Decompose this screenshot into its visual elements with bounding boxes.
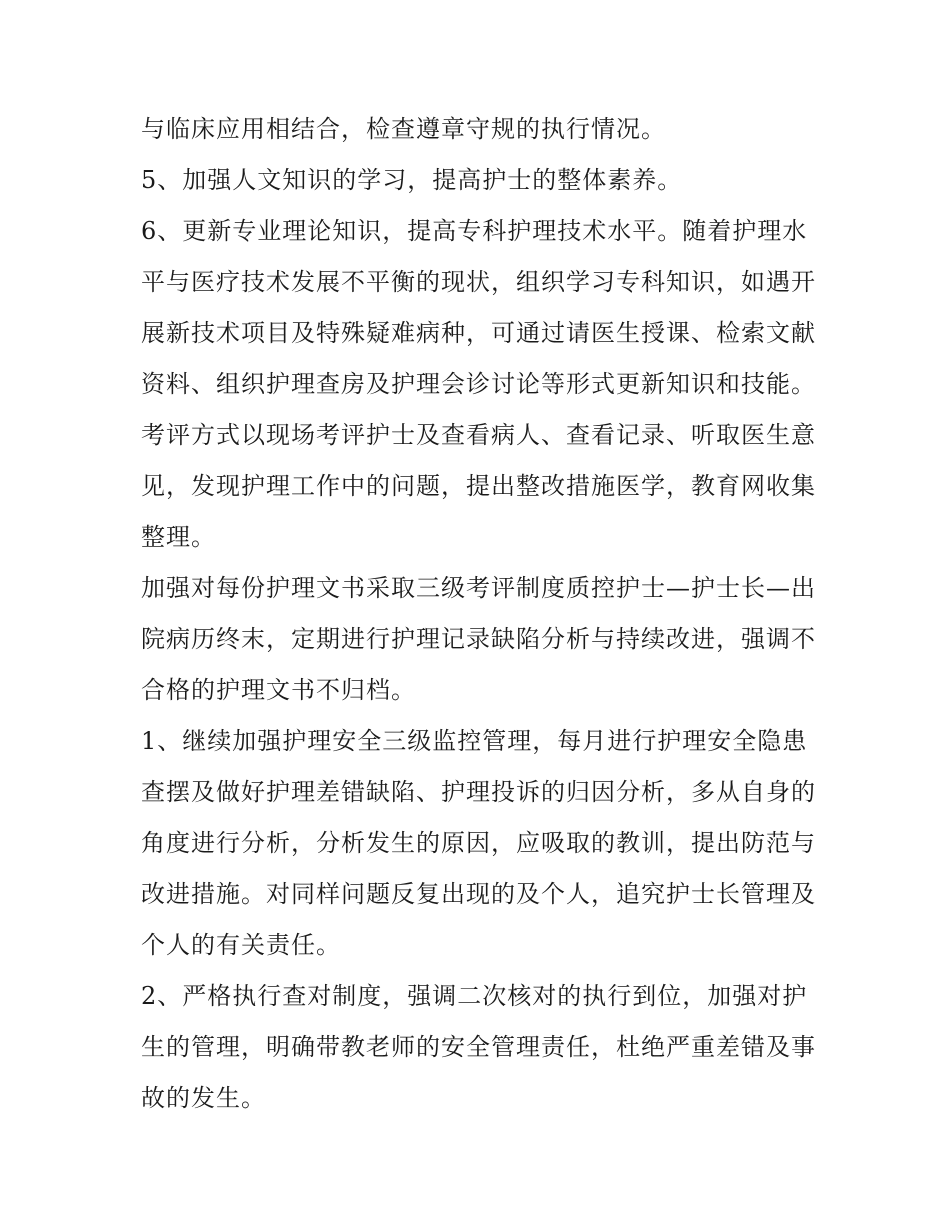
text-line: 故的发生。 — [141, 1084, 266, 1112]
text-line: 整理。 — [141, 523, 216, 551]
text-line: 考评方式以现场考评护士及查看病人、查看记录、听取医生意 — [141, 421, 816, 449]
text-line: 角度进行分析，分析发生的原因，应吸取的教训，提出防范与 — [141, 829, 816, 857]
text-line: 平与医疗技术发展不平衡的现状，组织学习专科知识，如遇开 — [141, 268, 816, 296]
text-line: 生的管理，明确带教老师的安全管理责任，杜绝严重差错及事 — [141, 1033, 816, 1061]
text-line: 1、继续加强护理安全三级监控管理，每月进行护理安全隐患 — [141, 727, 808, 755]
text-line: 展新技术项目及特殊疑难病种，可通过请医生授课、检索文献 — [141, 319, 816, 347]
text-line: 合格的护理文书不归档。 — [141, 676, 416, 704]
text-line: 个人的有关责任。 — [141, 931, 341, 959]
text-line: 改进措施。对同样问题反复出现的及个人，追究护士长管理及 — [141, 880, 816, 908]
document-body — [141, 104, 816, 1124]
text-line: 查摆及做好护理差错缺陷、护理投诉的归因分析，多从自身的 — [141, 778, 816, 806]
text-line: 见，发现护理工作中的问题，提出整改措施医学，教育网收集 — [141, 472, 816, 500]
text-line: 2、严格执行查对制度，强调二次核对的执行到位，加强对护 — [141, 982, 808, 1010]
text-line: 加强对每份护理文书采取三级考评制度质控护士—护士长—出 — [141, 574, 816, 602]
text-line: 6、更新专业理论知识，提高专科护理技术水平。随着护理水 — [141, 217, 808, 245]
text-line: 资料、组织护理查房及护理会诊讨论等形式更新知识和技能。 — [141, 370, 816, 398]
text-line: 5、加强人文知识的学习，提高护士的整体素养。 — [141, 166, 683, 194]
text-line: 院病历终末，定期进行护理记录缺陷分析与持续改进，强调不 — [141, 625, 816, 653]
text-line: 与临床应用相结合，检查遵章守规的执行情况。 — [141, 115, 666, 143]
